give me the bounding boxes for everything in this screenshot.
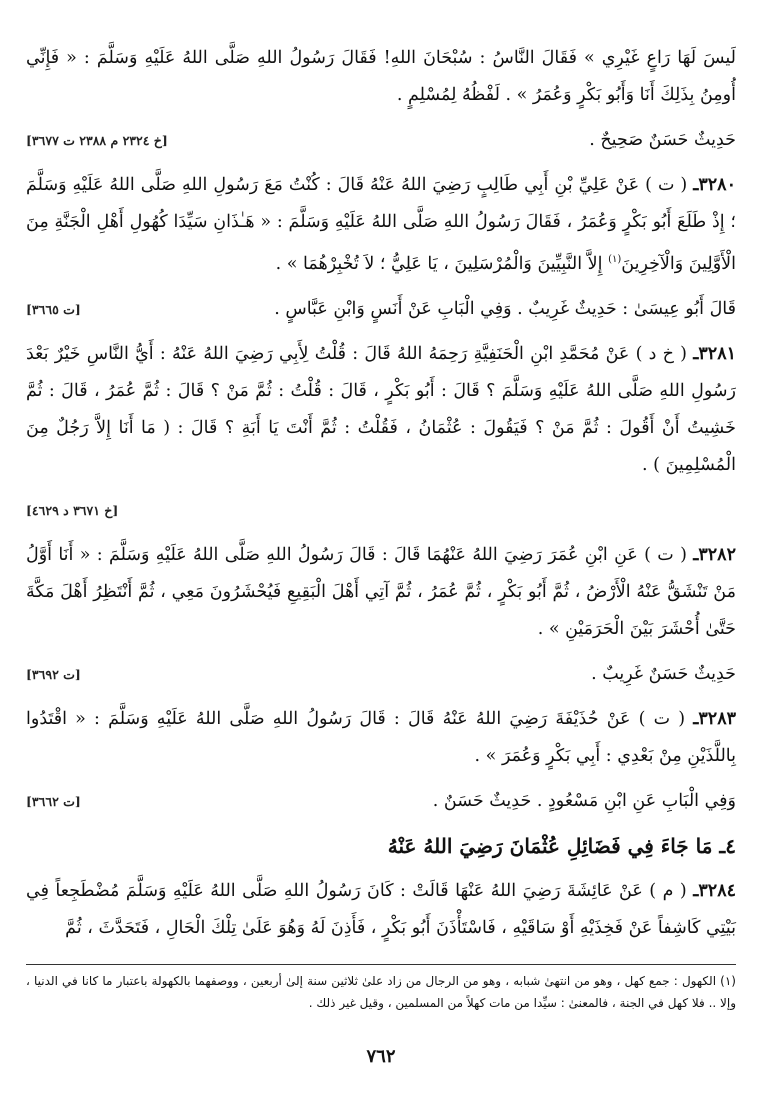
hadith-number: ٣٢٨٤ـ <box>693 880 736 901</box>
hadith-3283 <box>26 701 736 775</box>
source-reference: [ت ٣٦٦٢] <box>26 793 81 809</box>
hadith-text-continued: إِلاَّ النَّبِيِّينَ وَالْمُرْسَلِينَ ، يَا عَلِيُّ ؛ لاَ تُخْبِرْهُمَا » . <box>275 253 609 274</box>
hadith-text: ( ت ) عَنْ حُذَيْفَةَ رَضِيَ اللهُ عَنْهُ قَالَ : قَالَ رَسُولُ اللهِ صَلَّى اللهُ عَلَيْهِ وَسَلَّمَ : « اقْتَدُوا بِاللَّذَيْنِ مِنْ بَعْدِي : أَبِي بَكْرٍ وَعُمَرَ » . <box>26 708 736 766</box>
source-reference: [ت ٣٦٩٢] <box>26 666 81 682</box>
section-heading: ٤ـ مَا جَاءَ فِي فَضَائِلِ عُثْمَانَ رَضِيَ اللهُ عَنْهُ <box>387 833 736 858</box>
footnote-text: الكهول : جمع كهل ، وهو من انتهىٰ شبابه ، وهو من الرجال من زاد علىٰ ثلاثين سنة إلىٰ أربعين ، ووصفهما بالكهولة باعتبار ما كانا في الدنيا ، وإلا .. فلا كهل في الجنة ، فالمعنىٰ : سيِّدا من مات كهلاً من المسلمين ، وقيل غير ذلك . <box>26 974 736 1010</box>
hadith-grade: قَالَ أَبُو عِيسَىٰ : حَدِيثٌ غَرِيبٌ . وَفِي الْبَابِ عَنْ أَنَسٍ وَابْنِ عَبَّاسٍ . <box>274 298 736 319</box>
page-number: ٧٦٢ <box>366 1046 396 1067</box>
hadith-text: ( ت ) عَنْ عَلِيِّ بْنِ أَبِي طَالِبٍ رَضِيَ اللهُ عَنْهُ قَالَ : كُنْتُ مَعَ رَسُولِ اللهِ صَلَّى اللهُ عَلَيْهِ وَسَلَّمَ ؛ إِذْ طَلَعَ أَبُو بَكْرٍ وَعُمَرُ ، فَقَالَ رَسُولُ اللهِ صَلَّى اللهُ عَلَيْهِ وَسَلَّمَ : « هَـٰذَانِ سَيِّدَا كُهُولِ أَهْلِ الْجَنَّةِ مِنَ الْأَوَّلِينَ وَالْآخِرِينَ <box>26 175 736 274</box>
hadith-number: ٣٢٨٠ـ <box>693 175 736 195</box>
grade-line <box>26 783 736 820</box>
main-text <box>26 40 736 955</box>
grade-line <box>26 122 736 159</box>
source-reference: [خ ٢٣٢٤ م ٢٣٨٨ ت ٣٦٧٧] <box>26 133 168 148</box>
hadith-3282 <box>26 537 736 648</box>
grade-line <box>26 492 736 529</box>
grade-line <box>26 291 736 328</box>
hadith-grade: حَدِيثٌ حَسَنٌ صَحِيحٌ . <box>589 130 736 150</box>
hadith-text: لَيسَ لَهَا رَاعٍ غَيْرِي » فَقَالَ النَّاسُ : سُبْحَانَ اللهِ! فَقَالَ رَسُولُ اللهِ صَلَّى اللهُ عَلَيْهِ وَسَلَّمَ : « فَإِنِّي أُومِنُ بِذَلِكَ أَنَا وَأَبُو بَكْرٍ وَعُمَرُ » . لَفْظُهُ لِمُسْلِمٍ . <box>26 48 736 105</box>
footnote-mark: (١) <box>720 974 736 988</box>
grade-line <box>26 656 736 693</box>
hadith-grade: حَدِيثٌ حَسَنٌ غَرِيبٌ . <box>591 663 736 684</box>
footnote-divider <box>26 964 736 965</box>
source-reference: [ت ٣٦٦٥] <box>26 301 81 317</box>
footnote <box>26 970 736 1014</box>
source-reference: [خ ٣٦٧١ د ٤٦٢٩] <box>26 502 119 518</box>
hadith-3280 <box>26 167 736 283</box>
hadith-text: ( خ د ) عَنْ مُحَمَّدِ ابْنِ الْحَنَفِيَّةِ رَحِمَهُ اللهُ قَالَ : قُلْتُ لِأَبِي رَضِيَ اللهُ عَنْهُ : أَيُّ النَّاسِ خَيْرٌ بَعْدَ رَسُولِ اللهِ صَلَّى اللهُ عَلَيْهِ وَسَلَّمَ ؟ قَالَ : أَبُو بَكْرٍ ، قَالَ : قُلْتُ : ثُمَّ مَنْ ؟ قَالَ : ثُمَّ عُمَرُ ، قَالَ : ثُمَّ خَشِيتُ أَنْ أَقُولَ : ثُمَّ مَنْ ؟ فَيَقُولَ : عُثْمَانُ ، فَقُلْتُ : ثُمَّ أَنْتَ يَا أَبَةِ ؟ قَالَ : ( مَا أَنَا إِلاَّ رَجُلٌ مِنَ الْمُسْلِمِينَ ) . <box>26 343 736 475</box>
hadith-number: ٣٢٨١ـ <box>693 343 736 364</box>
footnote-marker[interactable]: (١) <box>608 254 622 265</box>
hadith-grade: وَفِي الْبَابِ عَنِ ابْنِ مَسْعُودٍ . حَدِيثٌ حَسَنٌ . <box>432 790 736 811</box>
hadith-3284 <box>26 873 736 947</box>
hadith-text: ( ت ) عَنِ ابْنِ عُمَرَ رَضِيَ اللهُ عَنْهُمَا قَالَ : قَالَ رَسُولُ اللهِ صَلَّى اللهُ عَلَيْهِ وَسَلَّمَ : « أَنَا أَوَّلُ مَنْ تَنْشَقُّ عَنْهُ الْأَرْضُ ، ثُمَّ أَبُو بَكْرٍ ، ثُمَّ عُمَرُ ، ثُمَّ آتِي أَهْلَ الْبَقِيعِ فَيُحْشَرُونَ مَعِي ، ثُمَّ أَنْتَظِرُ أَهْلَ مَكَّةَ حَتَّىٰ أُحْشَرَ بَيْنَ الْحَرَمَيْنِ » . <box>26 544 736 639</box>
hadith-text: ( م ) عَنْ عَائِشَةَ رَضِيَ اللهُ عَنْهَا قَالَتْ : كَانَ رَسُولُ اللهِ صَلَّى اللهُ عَلَيْهِ وَسَلَّمَ مُضْطَجِعاً فِي بَيْتِي كَاشِفاً عَنْ فَخِذَيْهِ أَوْ سَاقَيْهِ ، فَاسْتَأْذَنَ أَبُو بَكْرٍ ، فَأَذِنَ لَهُ وَهُوَ عَلَىٰ تِلْكَ الْحَالِ ، فَتَحَدَّثَ ، ثُمَّ <box>26 880 736 938</box>
hadith-number: ٣٢٨٣ـ <box>693 708 736 729</box>
hadith-3281 <box>26 336 736 484</box>
hadith-number: ٣٢٨٢ـ <box>693 544 736 565</box>
hadith-continuation <box>26 40 736 114</box>
